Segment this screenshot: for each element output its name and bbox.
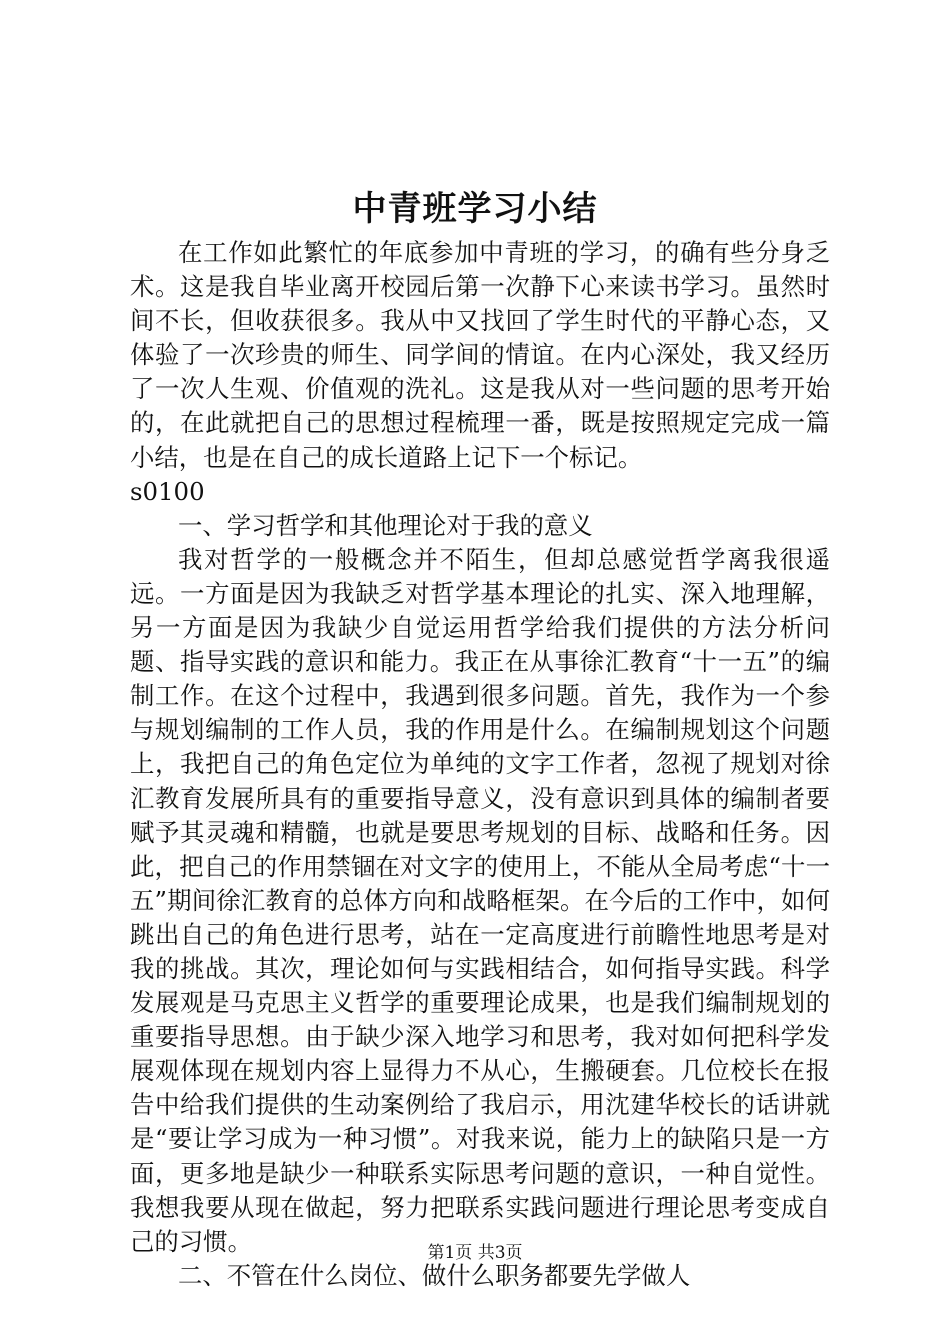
document-code: s0100 bbox=[130, 476, 205, 506]
page-footer: 第1页 共3页 bbox=[427, 1243, 523, 1263]
section-heading-1: 一、学习哲学和其他理论对于我的意义 bbox=[178, 510, 593, 540]
paragraph-section-1: 我对哲学的一般概念并不陌生，但却总感觉哲学离我很遥远。一方面是因为我缺乏对哲学基本理论的扎实、深入地理解，另一方面是因为我缺少自觉运用哲学给我们提供的方法分析问题、指导实践的意识和能力。我正在从事徐汇教育“十一五”的编制工作。在这个过程中，我遇到很多问题。首先，我作为一个参与规划编制的工作人员，我的作用是什么。在编制规划这个问题上，我把自己的角色定位为单纯的文字工作者，忽视了规划对徐汇教育发展所具有的重要指导意义，没有意识到具体的编制者要赋予其灵魂和精髓，也就是要思考规划的目标、战略和任务。因此，把自己的作用禁锢在对文字的使用上，不能从全局考虑“十一五”期间徐汇教育的总体方向和战略框架。在今后的工作中，如何跳出自己的角色进行思考，站在一定高度进行前瞻性地思考是对我的挑战。其次，理论如何与实践相结合，如何指导实践。科学发展观是马克思主义哲学的重要理论成果，也是我们编制规划的重要指导思想。由于缺少深入地学习和思考，我对如何把科学发展观体现在规划内容上显得力不从心，生搬硬套。几位校长在报告中给我们提供的生动案例给了我启示，用沈建华校长的话讲就是“要让学习成为一种习惯”。对我来说，能力上的缺陷只是一方面，更多地是缺少一种联系实际思考问题的意识，一种自觉性。我想我要从现在做起，努力把联系实践问题进行理论思考变成自己的习惯。 bbox=[130, 544, 830, 1256]
paragraph-intro: 在工作如此繁忙的年底参加中青班的学习，的确有些分身乏术。这是我自毕业离开校园后第一次静下心来读书学习。虽然时间不长，但收获很多。我从中又找回了学生时代的平静心态，又体验了一次珍贵的师生、同学间的情谊。在内心深处，我又经历了一次人生观、价值观的洗礼。这是我从对一些问题的思考开始的，在此就把自己的思想过程梳理一番，既是按照规定完成一篇小结，也是在自己的成长道路上记下一个标记。 bbox=[130, 238, 830, 472]
section-heading-2: 二、不管在什么岗位、做什么职务都要先学做人 bbox=[178, 1260, 691, 1290]
document-body bbox=[130, 236, 830, 1293]
document-title: 中青班学习小结 bbox=[352, 189, 598, 229]
